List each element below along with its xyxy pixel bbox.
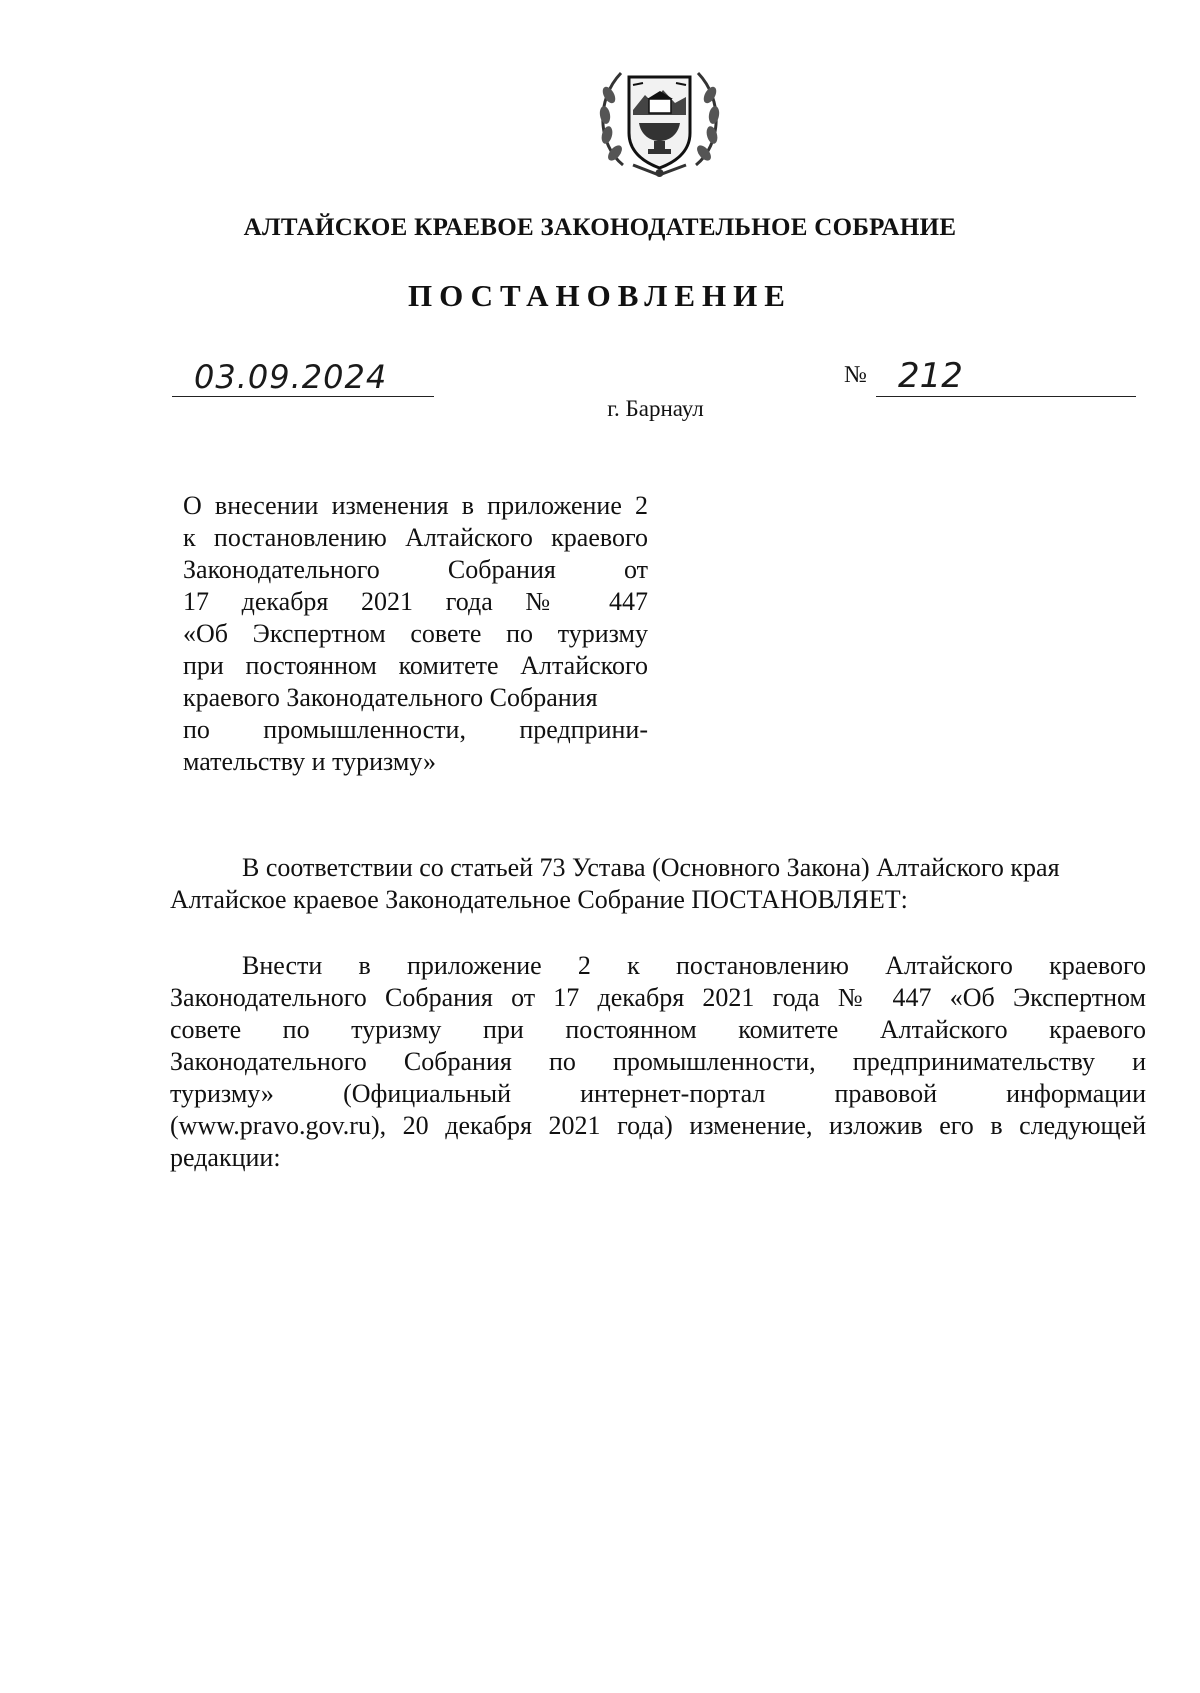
title-line: к постановлению Алтайского краевого — [183, 523, 648, 552]
document-date: 03.09.2024 — [194, 358, 388, 396]
document-type: ПОСТАНОВЛЕНИЕ — [408, 278, 792, 313]
paragraph-line: совете по туризму при постоянном комитете Алтайского краевого — [170, 1015, 1146, 1044]
title-line: при постоянном комитете Алтайского — [183, 651, 648, 680]
document-number: 212 — [898, 356, 963, 396]
title-line: О внесении изменения в приложение 2 — [183, 491, 648, 520]
preamble-paragraph — [170, 852, 1146, 916]
paragraph-line: Внести в приложение 2 к постановлению Алтайского краевого — [242, 951, 1146, 980]
paragraph-line: (www.pravo.gov.ru), 20 декабря 2021 года) изменение, изложив его в следующей — [170, 1111, 1146, 1140]
paragraph-line: Законодательного Собрания по промышленности, предпринимательству и — [170, 1047, 1146, 1076]
title-line: по промышленности, предприни- — [183, 715, 648, 744]
paragraph-line: Законодательного Собрания от 17 декабря 2021 года № 447 «Об Экспертном — [170, 983, 1146, 1012]
number-sign: № — [844, 362, 867, 388]
title-line: мательству и туризму» — [183, 747, 437, 776]
resolution-paragraph — [170, 950, 1146, 1174]
date-field — [172, 358, 434, 397]
number-field — [876, 358, 1136, 397]
title-line: 17 декабря 2021 года № 447 — [183, 587, 648, 616]
paragraph-line: туризму» (Официальный интернет-портал правовой информации — [170, 1079, 1146, 1108]
title-line: Законодательного Собрания от — [183, 555, 648, 584]
paragraph-line: В соответствии со статьей 73 Устава (Основного Закона) Алтайского края — [242, 853, 1060, 882]
city-name: г. Барнаул — [607, 396, 704, 421]
title-line: краевого Законодательного Собрания — [183, 683, 598, 712]
document-title — [183, 490, 648, 778]
title-line: «Об Экспертном совете по туризму — [183, 619, 648, 648]
paragraph-line: редакции: — [170, 1143, 281, 1172]
organization-name: АЛТАЙСКОЕ КРАЕВОЕ ЗАКОНОДАТЕЛЬНОЕ СОБРАНИЕ — [243, 214, 957, 241]
coat-of-arms-icon — [593, 55, 726, 183]
paragraph-line: Алтайское краевое Законодательное Собрание ПОСТАНОВЛЯЕТ: — [170, 885, 908, 914]
